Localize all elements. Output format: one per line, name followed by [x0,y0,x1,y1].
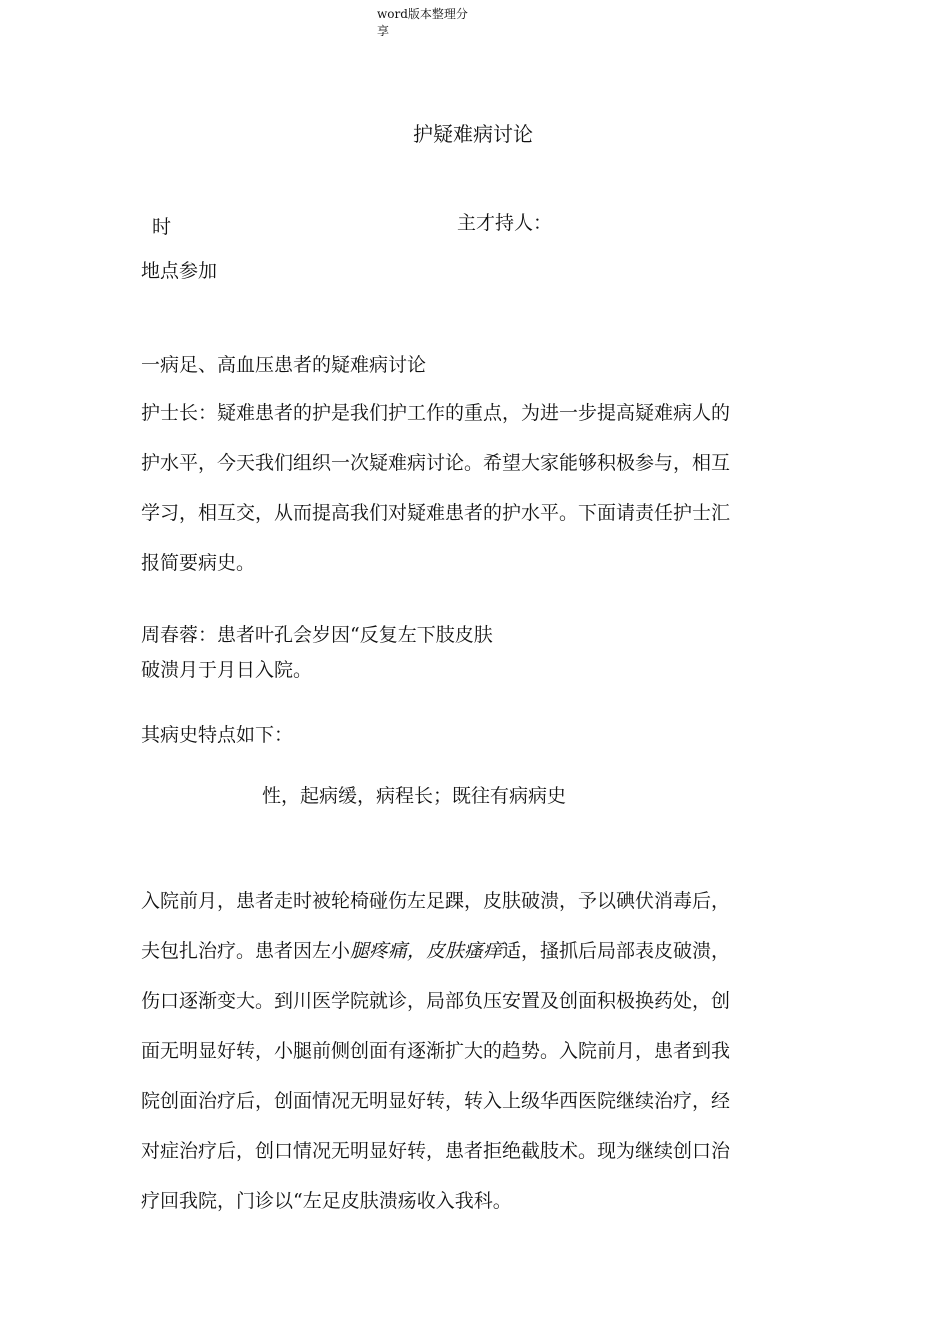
page-header [377,6,487,40]
body-line: 对症治疗后，创口情况无明显好转，患者拒绝截肢术。现为继续创口治 [141,1140,731,1162]
history-traits: 性，起病缓，病程长；既往有病病史 [262,785,567,807]
body-line-italic: 腿疼痛，皮肤瘙痒 [350,940,503,962]
body-line-start: 夫包扎治疗。患者因左小 [141,940,351,962]
place-label: 地点参加 [141,260,218,282]
body-line: 入院前月，患者走时被轮椅碰伤左足踝，皮肤破溃，予以碘伏消毒后， [141,890,731,912]
intro-line: 学习，相互交，从而提高我们对疑难患者的护水平。下面请责任护士汇 [141,502,731,524]
intro-line: 报简要病史。 [141,552,256,574]
report-line-2: 破溃月于月日入院。 [141,659,313,681]
intro-line: 护水平，今天我们组织一次疑难病讨论。希望大家能够积极参与，相互 [141,452,731,474]
intro-line: 护士长：疑难患者的护是我们护工作的重点，为进一步提高疑难病人的 [141,402,731,424]
body-line: 伤口逐渐变大。到川医学院就诊，局部负压安置及创面积极换药处，创 [141,990,731,1012]
header-line-2: 享 [377,24,390,38]
body-line: 院创面治疗后，创面情况无明显好转，转入上级华西医院继续治疗，经 [141,1090,731,1112]
header-line-1: word版本整理分 [377,7,468,21]
section-heading: 一病足、高血压患者的疑难病讨论 [141,354,427,376]
body-line-end: 适，搔抓后局部表皮破溃， [502,940,731,962]
body-line: 疗回我院，门诊以“左足皮肤溃疡收入我科。 [141,1190,512,1212]
history-paragraph [141,876,730,1226]
time-label: 时 [152,216,172,238]
body-line: 面无明显好转，小腿前侧创面有逐渐扩大的趋势。入院前月，患者到我 [141,1040,731,1062]
report-line-1: 周春蓉：患者叶孔会岁因“反复左下肢皮肤 [141,624,493,646]
history-label: 其病史特点如下： [141,724,294,746]
document-title: 护疑难病讨论 [413,122,533,146]
host-label: 主才持人： [457,212,553,234]
body-line-mixed [141,926,730,976]
intro-paragraph [141,388,730,588]
